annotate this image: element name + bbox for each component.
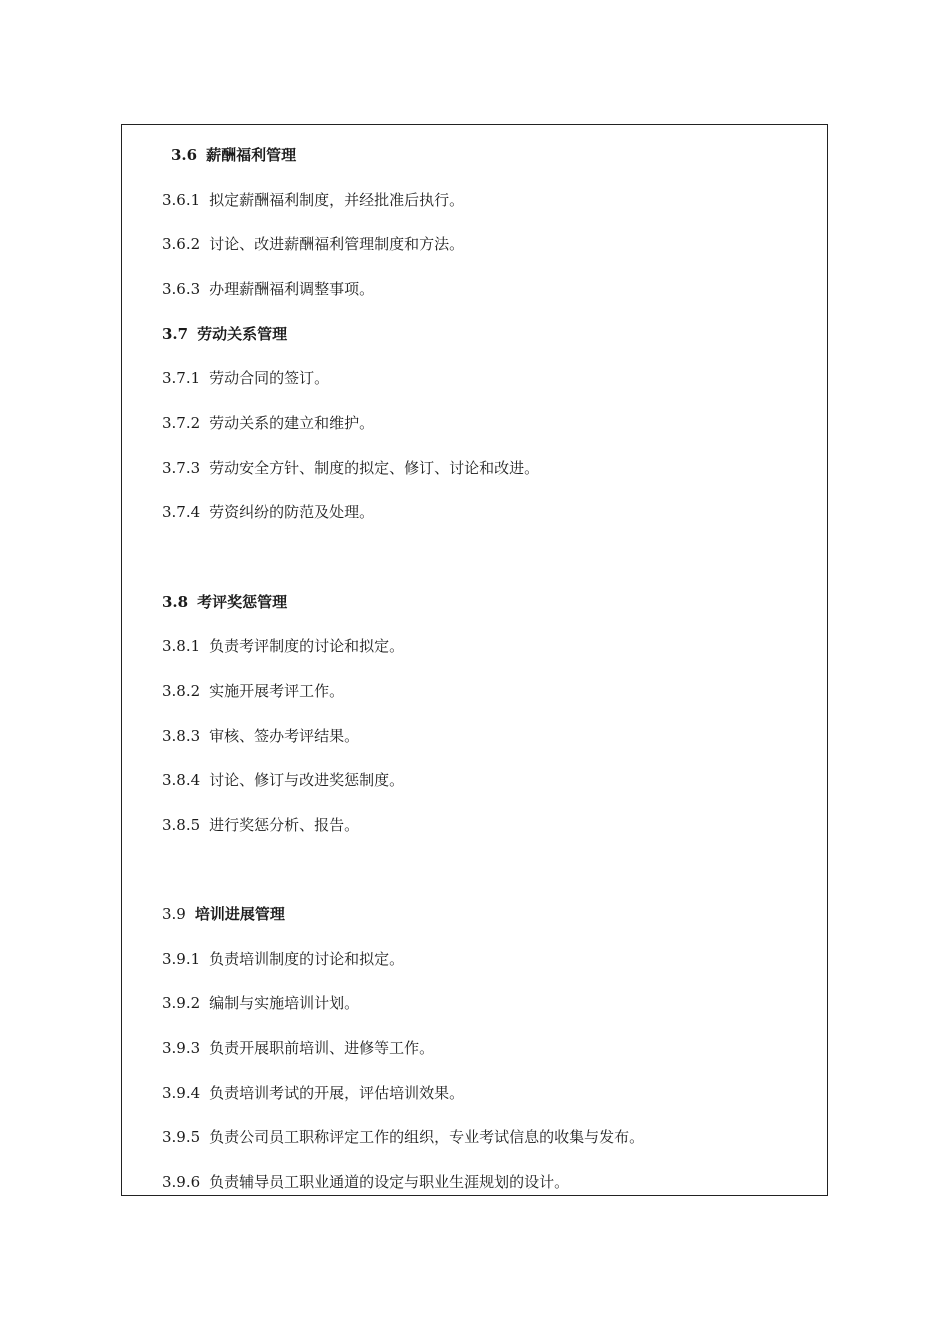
section-number: 3.7	[162, 325, 189, 343]
section-title: 培训进展管理	[194, 905, 285, 923]
item-text: 劳资纠纷的防范及处理。	[209, 503, 375, 521]
list-item	[162, 949, 404, 969]
section-title: 考评奖惩管理	[197, 593, 288, 611]
item-text: 劳动关系的建立和维护。	[209, 414, 375, 432]
list-item	[162, 234, 464, 254]
item-text: 审核、签办考评结果。	[209, 727, 360, 745]
section-heading-3-8	[162, 592, 287, 612]
item-text: 劳动安全方针、制度的拟定、修订、讨论和改进。	[209, 459, 540, 477]
list-item	[162, 502, 374, 522]
list-item	[162, 681, 344, 701]
item-text: 负责公司员工职称评定工作的组织，专业考试信息的收集与发布。	[209, 1128, 645, 1146]
list-item	[162, 458, 539, 478]
list-item	[162, 279, 374, 299]
item-text: 办理薪酬福利调整事项。	[209, 280, 375, 298]
item-text: 负责培训制度的讨论和拟定。	[209, 950, 405, 968]
item-number: 3.9.6	[162, 1173, 201, 1191]
list-item	[162, 190, 464, 210]
list-item	[162, 368, 329, 388]
section-number: 3.9	[162, 905, 186, 923]
item-number: 3.7.1	[162, 369, 201, 387]
item-number: 3.9.2	[162, 994, 201, 1012]
section-number: 3.6	[171, 146, 198, 164]
list-item	[162, 413, 374, 433]
list-item	[162, 815, 359, 835]
item-number: 3.7.2	[162, 414, 201, 432]
item-text: 进行奖惩分析、报告。	[209, 816, 360, 834]
list-item	[162, 993, 359, 1013]
section-title: 薪酬福利管理	[206, 146, 297, 164]
item-text: 劳动合同的签订。	[209, 369, 330, 387]
section-heading-3-7	[162, 324, 287, 344]
item-number: 3.9.5	[162, 1128, 201, 1146]
item-text: 负责考评制度的讨论和拟定。	[209, 637, 405, 655]
item-text: 讨论、改进薪酬福利管理制度和方法。	[209, 235, 465, 253]
section-title: 劳动关系管理	[197, 325, 288, 343]
list-item	[162, 726, 359, 746]
item-number: 3.8.5	[162, 816, 201, 834]
list-item	[162, 770, 404, 790]
item-text: 拟定薪酬福利制度，并经批准后执行。	[209, 191, 465, 209]
item-text: 讨论、修订与改进奖惩制度。	[209, 771, 405, 789]
list-item	[162, 1127, 644, 1147]
section-number: 3.8	[162, 593, 189, 611]
item-number: 3.9.4	[162, 1084, 201, 1102]
item-number: 3.8.2	[162, 682, 201, 700]
item-number: 3.6.1	[162, 191, 201, 209]
list-item	[162, 1038, 434, 1058]
list-item	[162, 1083, 464, 1103]
item-number: 3.9.1	[162, 950, 201, 968]
section-heading-3-6	[171, 145, 296, 165]
item-number: 3.6.3	[162, 280, 201, 298]
item-number: 3.6.2	[162, 235, 201, 253]
item-number: 3.7.4	[162, 503, 201, 521]
item-number: 3.7.3	[162, 459, 201, 477]
item-text: 实施开展考评工作。	[209, 682, 345, 700]
item-text: 负责辅导员工职业通道的设定与职业生涯规划的设计。	[209, 1173, 570, 1191]
list-item	[162, 636, 404, 656]
item-number: 3.8.4	[162, 771, 201, 789]
item-text: 负责开展职前培训、进修等工作。	[209, 1039, 435, 1057]
item-text: 编制与实施培训计划。	[209, 994, 360, 1012]
item-number: 3.8.3	[162, 727, 201, 745]
item-number: 3.8.1	[162, 637, 201, 655]
item-text: 负责培训考试的开展，评估培训效果。	[209, 1084, 465, 1102]
section-heading-3-9	[162, 904, 285, 924]
list-item	[162, 1172, 569, 1192]
item-number: 3.9.3	[162, 1039, 201, 1057]
